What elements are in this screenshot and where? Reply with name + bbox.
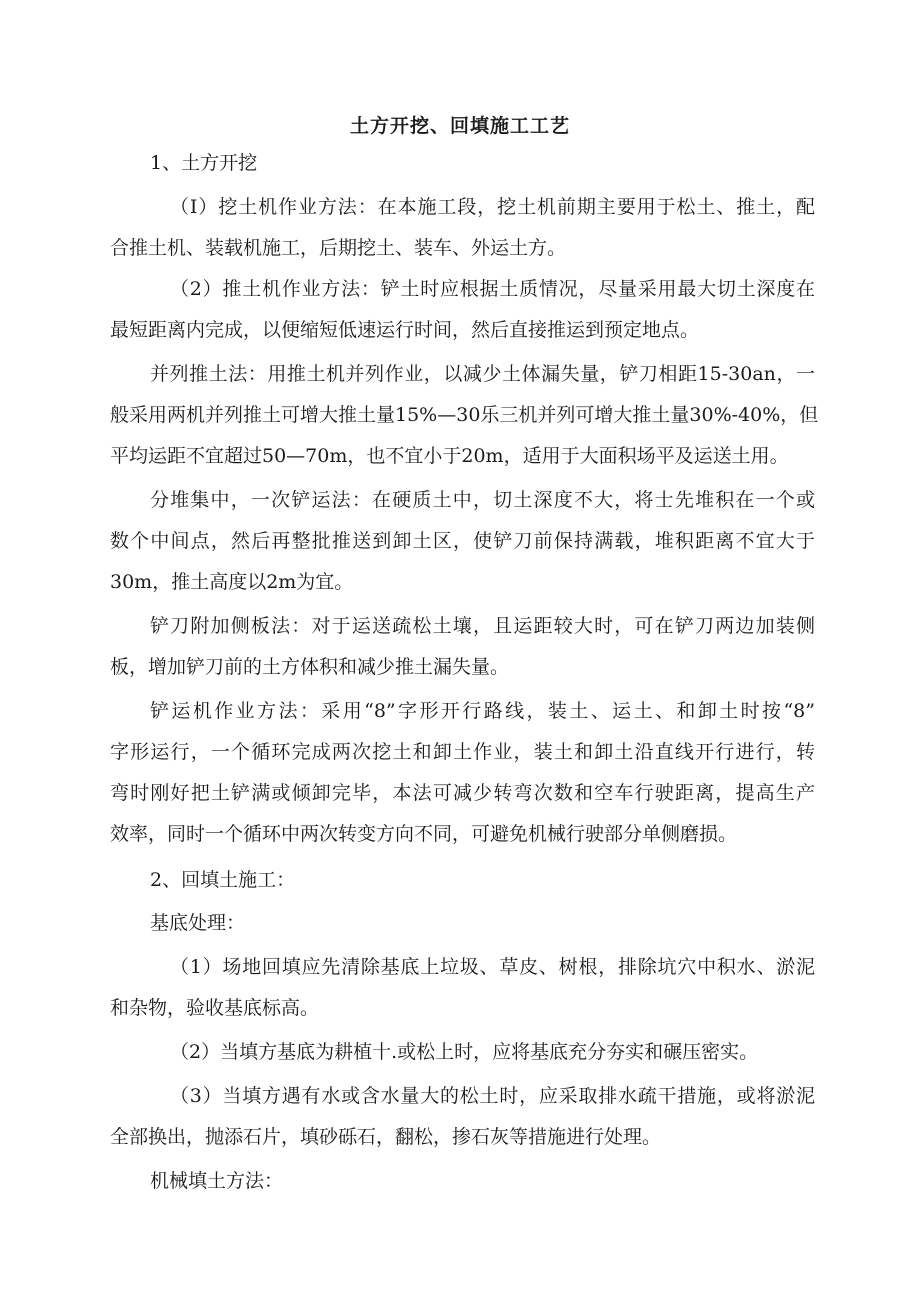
paragraph-line: 全部换出，抛添石片，填砂砾石，翻松，掺石灰等措施进行处理。 (110, 1126, 662, 1148)
paragraph-line: （2）推土机作业方法：铲土时应根据土质情况，尽量采用最大切土深度在 (170, 278, 815, 300)
paragraph-line: （1）场地回填应先清除基底上垃圾、草皮、树根，排除坑穴中积水、淤泥 (170, 956, 815, 978)
paragraph-line: （2）当填方基底为耕植十.或松上时，应将基底充分夯实和碾压密实。 (170, 1041, 759, 1063)
paragraph-line: 并列推土法：用推土机并列作业，以减少土体漏失量，铲刀相距15-30an，一 (150, 363, 815, 385)
paragraph-line: 30m，推土高度以2m为宜。 (110, 571, 354, 593)
paragraph-line: 数个中间点，然后再整批推送到卸土区，使铲刀前保持满载，堆积距离不宜大于 (110, 530, 815, 552)
paragraph-line: 和杂物，验收基底标高。 (110, 997, 320, 1019)
paragraph-line: 最短距离内完成，以便缩短低速运行时间，然后直接推运到预定地点。 (110, 319, 700, 341)
paragraph-line: 铲运机作业方法：采用“8”字形开行路线，装土、运土、和卸土时按“8” (150, 700, 815, 722)
paragraph-line: 分堆集中，一次铲运法：在硬质土中，切土深度不大，将士先堆积在一个或 (150, 489, 815, 511)
paragraph-line: （I）挖土机作业方法：在本施工段，挖土机前期主要用于松土、推土，配 (170, 196, 815, 218)
paragraph-line: 般采用两机并列推土可增大推土量15%—30乐三机并列可增大推土量30%-40%，但 (110, 404, 819, 426)
paragraph-line: （3）当填方遇有水或含水量大的松土时，应采取排水疏干措施，或将淤泥 (170, 1085, 815, 1107)
paragraph-line: 效率，同时一个循环中两次转变方向不同，可避免机械行驶部分单侧磨损。 (110, 823, 738, 845)
paragraph-line: 平均运距不宜超过50—70m，也不宜小于20m，适用于大面积场平及运送土用。 (110, 445, 789, 467)
subheading-base-treatment: 基底处理： (150, 912, 246, 934)
document-title: 土方开挖、回填施工工艺 (349, 115, 570, 137)
section-heading-backfill: 2、回填土施工： (150, 869, 296, 891)
paragraph-line: 弯时刚好把土铲满或倾卸完毕，本法可减少转弯次数和空车行驶距离，提高生产 (110, 782, 815, 804)
paragraph-line: 板，增加铲刀前的土方体积和减少推土漏失量。 (110, 656, 510, 678)
paragraph-line: 字形运行，一个循环完成两次挖土和卸土作业，装土和卸土沿直线开行进行，转 (110, 741, 815, 763)
section-heading-excavation: 1、土方开挖 (150, 152, 258, 174)
paragraph-line: 合推土机、装载机施工，后期挖土、装车、外运土方。 (110, 237, 567, 259)
subheading-machine-fill: 机械填土方法： (150, 1170, 284, 1192)
paragraph-line: 铲刀附加侧板法：对于运送疏松土壤，且运距较大时，可在铲刀两边加装侧 (150, 615, 815, 637)
